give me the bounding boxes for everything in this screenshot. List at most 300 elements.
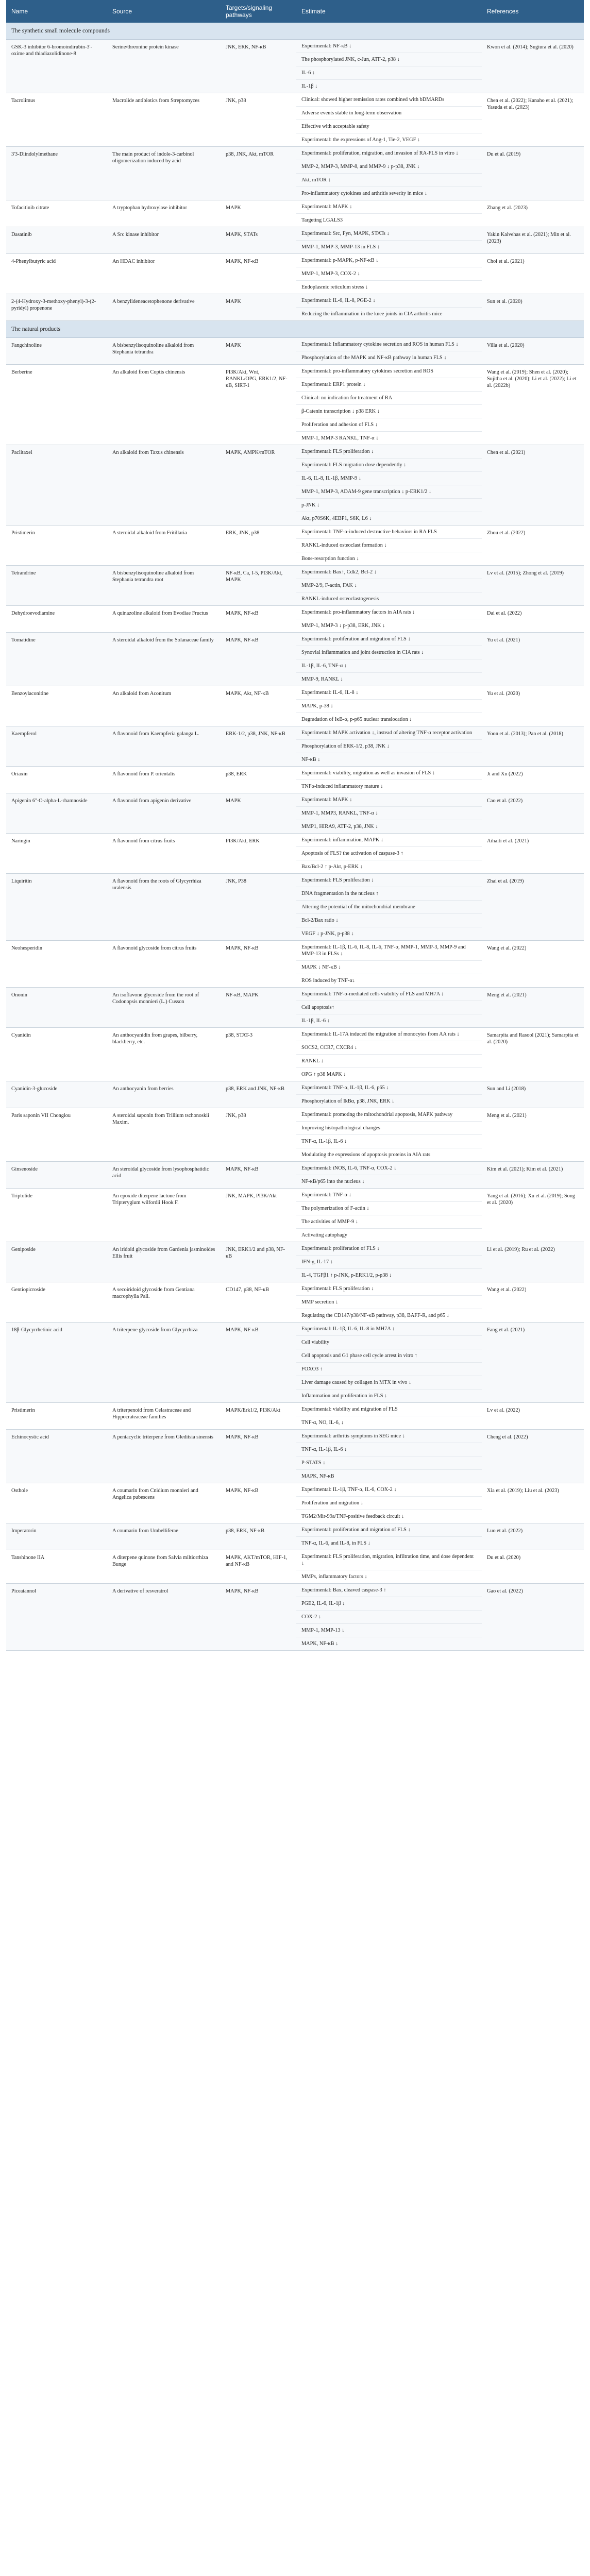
estimate-line: Experimental: Bax, cleaved caspase-3 ↑ xyxy=(296,1584,482,1597)
compound-source: An HDAC inhibitor xyxy=(107,254,221,294)
compound-source: A steroidal alkaloid from the Solanaceae family xyxy=(107,633,221,686)
table-row xyxy=(6,1108,584,1162)
compound-references: Lv et al. (2022) xyxy=(482,1403,584,1430)
compound-source: A flavonoid from the roots of Glycyrrhiza uralensis xyxy=(107,874,221,941)
compound-source: A steroidal saponin from Trillium tschonoskii Maxim. xyxy=(107,1108,221,1162)
table-body xyxy=(6,23,584,1651)
compound-source: Macrolide antibiotics from Streptomyces xyxy=(107,93,221,147)
estimate-line: Inflammation and proliferation in FLS ↓ xyxy=(301,1393,387,1399)
estimate-line: Phosphorylation of ERK-1/2, p38, JNK ↓ xyxy=(296,740,482,753)
estimate-cell xyxy=(296,1108,482,1162)
estimate-line: IL-6 ↓ xyxy=(296,66,482,80)
estimate-line: Experimental: proliferation and migration of FLS ↓ xyxy=(296,633,482,646)
compound-name: GSK-3 inhibitor 6-bromoindirubin-3'-oxime and thiadiazolidinone-8 xyxy=(6,40,107,93)
estimate-line: MMP-1, MMP-3, COX-2 ↓ xyxy=(296,267,482,281)
compound-name: Osthole xyxy=(6,1483,107,1523)
estimate-line: Endoplasmic reticulum stress ↓ xyxy=(301,284,368,290)
compound-targets: MAPK, AKT/mTOR, HIF-1, and NF-κB xyxy=(221,1550,296,1584)
compound-targets: p38, ERK xyxy=(221,767,296,793)
compound-references: Choi et al. (2021) xyxy=(482,254,584,294)
compound-name: Triptolide xyxy=(6,1189,107,1242)
compound-name: Liquiritin xyxy=(6,874,107,941)
estimate-cell xyxy=(296,1189,482,1242)
compound-references: Du et al. (2020) xyxy=(482,1550,584,1584)
table-row xyxy=(6,1282,584,1323)
estimate-line: Akt, mTOR ↓ xyxy=(296,174,482,187)
estimate-line: Cell apoptosis↑ xyxy=(296,1001,482,1014)
compound-targets: JNK, p38 xyxy=(221,93,296,147)
estimate-line: Regulating the CD147/p38/NF-κB pathway, p38, BAFF-R, and p65 ↓ xyxy=(301,1313,449,1318)
estimate-line: MMP-9, RANKL ↓ xyxy=(301,676,343,682)
compound-name: Pristimerin xyxy=(6,526,107,566)
estimate-line: p-JNK ↓ xyxy=(296,499,482,512)
estimate-line: MAPK, NF-κB ↓ xyxy=(301,1641,339,1647)
table-header xyxy=(6,0,584,23)
estimate-line: Reducing the inflammation in the knee joints in CIA arthritis mice xyxy=(301,311,443,317)
compound-targets: NF-κB, MAPK xyxy=(221,988,296,1028)
compound-source: A flavonoid glycoside from citrus fruits xyxy=(107,941,221,988)
compound-targets: JNK, ERK, NF-κB xyxy=(221,40,296,93)
table-row xyxy=(6,793,584,834)
compound-source: The main product of indole-3-carbinol oligomerization induced by acid xyxy=(107,147,221,200)
header-targets: Targets/signaling pathways xyxy=(221,0,296,23)
estimate-cell xyxy=(296,686,482,726)
compound-targets: p38, JNK, Akt, mTOR xyxy=(221,147,296,200)
compound-source: An epoxide diterpene lactone from Tripterygium wilfordii Hook F. xyxy=(107,1189,221,1242)
compound-name: Oriaxin xyxy=(6,767,107,793)
compound-targets: MAPK, NF-κB xyxy=(221,633,296,686)
estimate-cell xyxy=(296,1403,482,1430)
compound-source: An alkaloid from Coptis chinensis xyxy=(107,365,221,445)
compound-source: A triterpene glycoside from Glycyrrhiza xyxy=(107,1323,221,1403)
estimate-line: NF-κB ↓ xyxy=(301,757,321,762)
table-row xyxy=(6,726,584,767)
estimate-line: Apoptosis of FLS? the activation of caspase-3 ↑ xyxy=(296,847,482,860)
compound-source: A bisbenzylisoquinoline alkaloid from Stephania tetrandra xyxy=(107,338,221,365)
compound-source: A flavonoid from Kaempferia galanga L. xyxy=(107,726,221,767)
estimate-line: Experimental: TNF-α ↓ xyxy=(296,1189,482,1202)
compound-source: An steroidal glycoside from lysophosphatidic acid xyxy=(107,1162,221,1189)
table-row xyxy=(6,254,584,294)
estimate-line: IL-1β, IL-6 ↓ xyxy=(301,1018,330,1024)
compound-targets: NF-κB, Ca, I-5, PI3K/Akt, MAPK xyxy=(221,566,296,606)
estimate-line: TNFα-induced inflammatory mature ↓ xyxy=(301,784,383,789)
compound-name: Cyanidin xyxy=(6,1028,107,1081)
compound-references: Du et al. (2019) xyxy=(482,147,584,200)
estimate-cell xyxy=(296,93,482,147)
compound-source: An iridoid glycoside from Gardenia jasminoides Ellis fruit xyxy=(107,1242,221,1282)
estimate-cell xyxy=(296,1584,482,1651)
compound-source: A derivative of resveratrol xyxy=(107,1584,221,1651)
estimate-cell xyxy=(296,1081,482,1108)
compound-references: Wang et al. (2022) xyxy=(482,941,584,988)
estimate-line: Experimental: arthritis symptoms in SEG mice ↓ xyxy=(296,1430,482,1443)
compound-targets: ERK, JNK, p38 xyxy=(221,526,296,566)
table-row xyxy=(6,147,584,200)
compound-references: Aihaiti et al. (2021) xyxy=(482,834,584,874)
estimate-line: Experimental: FLS migration dose dependently ↓ xyxy=(296,459,482,472)
table-row xyxy=(6,1028,584,1081)
estimate-line: NF-κB/p65 into the nucleus ↓ xyxy=(301,1179,365,1184)
estimate-line: IL-6, IL-8, IL-1β, MMP-9 ↓ xyxy=(296,472,482,485)
estimate-line: IL-4, TGFβ1 ↑ p-JNK, p-ERK1/2, p-p38 ↓ xyxy=(301,1273,392,1278)
estimate-line: MMP-1, MMP-3 ↓ p-p38, ERK, JNK ↓ xyxy=(301,623,385,629)
estimate-line: Experimental: the expressions of Ang-1, Tie-2, VEGF ↓ xyxy=(301,137,420,143)
compound-name: Cyanidin-3-glucoside xyxy=(6,1081,107,1108)
estimate-line: Clinical: no indication for treatment of RA xyxy=(296,392,482,405)
estimate-line: Proliferation and migration ↓ xyxy=(296,1497,482,1510)
compound-targets: PI3K/Akt, Wnt, RANKL/OPG, ERK1/2, NF-κB, SIRT-1 xyxy=(221,365,296,445)
estimate-line: MMP-1, MMP-3, MMP-13 in FLS ↓ xyxy=(301,244,380,250)
estimate-line: Experimental: MAPK ↓ xyxy=(296,200,482,214)
estimate-cell xyxy=(296,1162,482,1189)
compound-name: Gentiopicroside xyxy=(6,1282,107,1323)
compound-targets: MAPK, Akt, NF-κB xyxy=(221,686,296,726)
compound-targets: MAPK/Erk1/2, PI3K/Akt xyxy=(221,1403,296,1430)
estimate-cell xyxy=(296,767,482,793)
estimate-line: Experimental: FLS proliferation ↓ xyxy=(296,445,482,459)
compound-name: Berberine xyxy=(6,365,107,445)
compound-name: Tetrandrine xyxy=(6,566,107,606)
compound-references: Sun et al. (2020) xyxy=(482,294,584,321)
estimate-line: Synovial inflammation and joint destruction in CIA rats ↓ xyxy=(296,646,482,659)
compound-name: 4-Phenylbutyric acid xyxy=(6,254,107,294)
compound-references: Samarpita and Rasool (2021); Samarpita et al. (2020) xyxy=(482,1028,584,1081)
estimate-line: Experimental: Src, Fyn, MAPK, STATs ↓ xyxy=(296,227,482,241)
table-row xyxy=(6,1242,584,1282)
compound-targets: PI3K/Akt, ERK xyxy=(221,834,296,874)
compound-targets: MAPK, AMPK/mTOR xyxy=(221,445,296,526)
compound-name: Neohesperidin xyxy=(6,941,107,988)
compound-targets: JNK, MAPK, PI3K/Akt xyxy=(221,1189,296,1242)
table-row xyxy=(6,633,584,686)
estimate-cell xyxy=(296,254,482,294)
data-table xyxy=(6,0,584,1651)
estimate-line: Pro-inflammatory cytokines and arthritis severity in mice ↓ xyxy=(301,191,427,196)
estimate-line: Experimental: IL-1β, TNF-α, IL-6, COX-2 ↓ xyxy=(296,1483,482,1497)
compound-source: An anthocyanidin from grapes, bilberry, blackberry, etc. xyxy=(107,1028,221,1081)
estimate-line: TGM2/Mir-99a/TNF-positive feedback circuit ↓ xyxy=(301,1514,404,1519)
compound-name: Piceatannol xyxy=(6,1584,107,1651)
estimate-cell xyxy=(296,1483,482,1523)
compound-name: Imperatorin xyxy=(6,1523,107,1550)
compound-references: Wang et al. (2019); Shen et al. (2020); Sujitha et al. (2020); Li et al. (2022); Li et al. (2022b) xyxy=(482,365,584,445)
estimate-cell xyxy=(296,294,482,321)
estimate-line: MAPK, NF-κB xyxy=(301,1473,334,1479)
header-references: References xyxy=(482,0,584,23)
estimate-line: Experimental: IL-1β, IL-6, IL-8 in MH7A ↓ xyxy=(296,1323,482,1336)
estimate-line: Bone-resorption function ↓ xyxy=(301,556,359,562)
compound-targets: MAPK, NF-κB xyxy=(221,1323,296,1403)
estimate-line: Experimental: IL-17A induced the migration of monocytes from AA rats ↓ xyxy=(296,1028,482,1041)
estimate-line: Experimental: MAPK ↓ xyxy=(296,793,482,807)
table-row xyxy=(6,1523,584,1550)
compound-references: Cheng et al. (2022) xyxy=(482,1430,584,1483)
estimate-line: IL-1β, IL-6, TNF-α ↓ xyxy=(296,659,482,673)
compound-source: A flavonoid from P. orientalis xyxy=(107,767,221,793)
compound-targets: p38, ERK, NF-κB xyxy=(221,1523,296,1550)
compound-source: A coumarin from Cnidium monnieri and Angelica pubescens xyxy=(107,1483,221,1523)
compound-name: Fangchinoline xyxy=(6,338,107,365)
estimate-line: Experimental: pro-inflammatory cytokines secretion and ROS xyxy=(296,365,482,378)
estimate-line: MAPK ↓ NF-κB ↓ xyxy=(296,961,482,974)
estimate-line: Experimental: FLS proliferation ↓ xyxy=(296,874,482,887)
estimate-cell xyxy=(296,1242,482,1282)
compound-references: Yu et al. (2021) xyxy=(482,633,584,686)
header-name: Name xyxy=(6,0,107,23)
estimate-line: Effective with acceptable safety xyxy=(296,120,482,133)
estimate-line: TNF-α, IL-1β, IL-6 ↓ xyxy=(296,1443,482,1456)
table-row xyxy=(6,834,584,874)
estimate-line: DNA fragmentation in the nucleus ↑ xyxy=(296,887,482,901)
compound-targets: p38, ERK and JNK, NF-κB xyxy=(221,1081,296,1108)
compound-references: Meng et al. (2021) xyxy=(482,1108,584,1162)
compound-targets: p38, STAT-3 xyxy=(221,1028,296,1081)
table-row xyxy=(6,686,584,726)
estimate-cell xyxy=(296,606,482,633)
estimate-line: Clinical: showed higher remission rates combined with bDMARDs xyxy=(296,93,482,107)
compound-references: Yakin Kalvehas et al. (2021); Min et al. (2023) xyxy=(482,227,584,254)
table-row xyxy=(6,988,584,1028)
compound-references: Zhou et al. (2022) xyxy=(482,526,584,566)
estimate-cell xyxy=(296,726,482,767)
compound-references: Yu et al. (2020) xyxy=(482,686,584,726)
estimate-cell xyxy=(296,633,482,686)
estimate-line: MMP-1, MMP-3, ADAM-9 gene transcription ↓ p-ERK1/2 ↓ xyxy=(296,485,482,499)
header-estimate: Estimate xyxy=(296,0,482,23)
table-row xyxy=(6,767,584,793)
estimate-line: Experimental: IL-6, IL-8, PGE-2 ↓ xyxy=(296,294,482,308)
compound-targets: MAPK, NF-κB xyxy=(221,1162,296,1189)
estimate-line: RANKL-induced osteoclast formation ↓ xyxy=(296,539,482,552)
compound-source: An alkaloid from Aconitum xyxy=(107,686,221,726)
estimate-line: Phosphorylation of IkBα, p38, JNK, ERK ↓ xyxy=(301,1098,395,1104)
compound-source: A quinazoline alkaloid from Evodiae Fructus xyxy=(107,606,221,633)
estimate-line: Experimental: MAPK activation ↓, instead of altering TNF-α receptor activation xyxy=(296,726,482,740)
estimate-line: Experimental: ERP1 protein ↓ xyxy=(296,378,482,392)
compound-name: Ononin xyxy=(6,988,107,1028)
estimate-cell xyxy=(296,365,482,445)
table-row xyxy=(6,1323,584,1403)
estimate-line: Experimental: viability and migration of FLS xyxy=(296,1403,482,1416)
compound-name: Ginsenoside xyxy=(6,1162,107,1189)
compound-references: Zhang et al. (2023) xyxy=(482,200,584,227)
estimate-line: PGE2, IL-6, IL-1β ↓ xyxy=(296,1597,482,1611)
table-row xyxy=(6,1584,584,1651)
compound-targets: JNK, p38 xyxy=(221,1108,296,1162)
compound-references: Zhai et al. (2019) xyxy=(482,874,584,941)
table-row xyxy=(6,227,584,254)
section-title: The natural products xyxy=(6,321,584,338)
estimate-line: Cell viability xyxy=(296,1336,482,1349)
compound-name: Tacrolimus xyxy=(6,93,107,147)
compound-references: Villa et al. (2020) xyxy=(482,338,584,365)
compound-targets: MAPK xyxy=(221,200,296,227)
compound-references: Wang et al. (2022) xyxy=(482,1282,584,1323)
compound-references: Luo et al. (2022) xyxy=(482,1523,584,1550)
compound-source: An isoflavone glycoside from the root of Codonopsis monnieri (L.) Cusson xyxy=(107,988,221,1028)
compound-name: Geniposide xyxy=(6,1242,107,1282)
estimate-cell xyxy=(296,1028,482,1081)
compound-source: An anthocyanin from berries xyxy=(107,1081,221,1108)
compound-name: Tofacitinib citrate xyxy=(6,200,107,227)
estimate-line: Experimental: TNF-α-mediated cells viability of FLS and MH7A ↓ xyxy=(296,988,482,1001)
estimate-line: Experimental: pro-inflammatory factors in AIA rats ↓ xyxy=(296,606,482,619)
table-row xyxy=(6,1081,584,1108)
compound-source: A flavonoid from citrus fruits xyxy=(107,834,221,874)
table-row xyxy=(6,40,584,93)
estimate-line: Proliferation and adhesion of FLS ↓ xyxy=(296,418,482,432)
compound-targets: MAPK, NF-κB xyxy=(221,1483,296,1523)
estimate-line: RANKL-induced osteoclastogenesis xyxy=(301,596,379,602)
estimate-line: MMPs, inflammatory factors ↓ xyxy=(301,1574,367,1580)
estimate-cell xyxy=(296,874,482,941)
estimate-line: IL-1β ↓ xyxy=(301,83,318,89)
compound-name: Dasatinib xyxy=(6,227,107,254)
estimate-line: Experimental: promoting the mitochondrial apoptosis, MAPK pathway xyxy=(296,1108,482,1122)
estimate-line: P-STATS ↓ xyxy=(296,1456,482,1470)
compound-references: Cao et al. (2022) xyxy=(482,793,584,834)
compound-targets: JNK, ERK1/2 and p38, NF-κB xyxy=(221,1242,296,1282)
compound-targets: JNK, P38 xyxy=(221,874,296,941)
estimate-line: OPG ↑ p38 MAPK ↓ xyxy=(301,1072,346,1077)
table-row xyxy=(6,1550,584,1584)
estimate-line: MMP-1, MMP-3 RANKL, TNF-α ↓ xyxy=(301,435,379,441)
compound-name: Tanshinone IIA xyxy=(6,1550,107,1584)
compound-references: Kim et al. (2021); Kim et al. (2021) xyxy=(482,1162,584,1189)
compound-source: A flavonoid from apigenin derivative xyxy=(107,793,221,834)
estimate-line: Experimental: TNF-α-induced destructive behaviors in RA FLS xyxy=(296,526,482,539)
section-row xyxy=(6,23,584,40)
estimate-line: Experimental: viability, migration as well as invasion of FLS ↓ xyxy=(296,767,482,780)
estimate-cell xyxy=(296,445,482,526)
estimate-cell xyxy=(296,1550,482,1584)
compound-source: A bisbenzylisoquinoline alkaloid from Stephania tetrandra root xyxy=(107,566,221,606)
estimate-cell xyxy=(296,566,482,606)
estimate-cell xyxy=(296,526,482,566)
compound-references: Yang et al. (2016); Xu et al. (2019); Song et al. (2020) xyxy=(482,1189,584,1242)
compound-references: Ji and Xu (2022) xyxy=(482,767,584,793)
estimate-line: Experimental: FLS proliferation ↓ xyxy=(296,1282,482,1296)
compound-source: An alkaloid from Taxus chinensis xyxy=(107,445,221,526)
compound-targets: MAPK, NF-κB xyxy=(221,254,296,294)
estimate-line: Experimental: IL-6, IL-8 ↓ xyxy=(296,686,482,700)
compound-targets: ERK-1/2, p38, JNK, NF-κB xyxy=(221,726,296,767)
estimate-line: ROS induced by TNF-α↓ xyxy=(301,978,355,984)
estimate-line: The polymerization of F-actin ↓ xyxy=(296,1202,482,1215)
estimate-line: Phosphorylation of the MAPK and NF-κB pathway in human FLS ↓ xyxy=(301,355,447,361)
estimate-cell xyxy=(296,941,482,988)
compound-source: A coumarin from Umbelliferae xyxy=(107,1523,221,1550)
table-row xyxy=(6,526,584,566)
compound-targets: MAPK, NF-κB xyxy=(221,606,296,633)
table-row xyxy=(6,1430,584,1483)
estimate-line: The phosphorylated JNK, c-Jun, ATF-2, p38 ↓ xyxy=(296,53,482,66)
estimate-line: Experimental: iNOS, IL-6, TNF-α, COX-2 ↓ xyxy=(296,1162,482,1175)
section-row xyxy=(6,321,584,338)
compound-name: 2-(4-Hydroxy-3-methoxy-phenyl)-3-(2-pyridyl) propenone xyxy=(6,294,107,321)
estimate-line: Experimental: Inflammatory cytokine secretion and ROS in human FLS ↓ xyxy=(296,338,482,351)
compound-references: Lv et al. (2015); Zhong et al. (2019) xyxy=(482,566,584,606)
estimate-line: Experimental: proliferation of FLS ↓ xyxy=(296,1242,482,1256)
estimate-line: TNF-α, IL-6, and IL-8, in FLS ↓ xyxy=(301,1540,370,1546)
estimate-line: TNF-α, IL-1β, IL-6 ↓ xyxy=(296,1135,482,1148)
estimate-line: Experimental: IL-1β, IL-6, IL-8, IL-6, TNF-α, MMP-1, MMP-3, MMP-9 and MMP-13 in FLSs ↓ xyxy=(296,941,482,961)
compound-source: A benzylideneacetophenone derivative xyxy=(107,294,221,321)
estimate-cell xyxy=(296,1323,482,1403)
estimate-line: Experimental: TNF-α, IL-1β, IL-6, p65 ↓ xyxy=(296,1081,482,1095)
table-row xyxy=(6,294,584,321)
compound-source: Serine/threonine protein kinase xyxy=(107,40,221,93)
estimate-line: Degradation of IκB-α, p-p65 nuclear translocation ↓ xyxy=(301,717,412,722)
table-row xyxy=(6,200,584,227)
compound-references: Meng et al. (2021) xyxy=(482,988,584,1028)
estimate-line: TNF-α, NO, IL-6, ↓ xyxy=(301,1420,344,1426)
compound-name: 3'3-Diindolylmethane xyxy=(6,147,107,200)
compound-references: Yoon et al. (2013); Pan et al. (2018) xyxy=(482,726,584,767)
estimate-line: Experimental: FLS proliferation, migration, infiltration time, and dose dependent ↓ xyxy=(296,1550,482,1570)
compound-references: Xia et al. (2019); Liu et al. (2023) xyxy=(482,1483,584,1523)
table-row xyxy=(6,1403,584,1430)
table-row xyxy=(6,566,584,606)
compound-targets: MAPK xyxy=(221,294,296,321)
estimate-line: MMP-1, MMP3, RANKL, TNF-α ↓ xyxy=(296,807,482,820)
compound-targets: MAPK, NF-κB xyxy=(221,1584,296,1651)
estimate-line: β-Catenin transcription ↓ p38 ERK ↓ xyxy=(296,405,482,418)
estimate-cell xyxy=(296,338,482,365)
compound-name: Paclitaxel xyxy=(6,445,107,526)
compound-references: Dai et al. (2022) xyxy=(482,606,584,633)
estimate-line: Adverse events stable in long-term observation xyxy=(296,107,482,120)
compound-targets: MAPK xyxy=(221,338,296,365)
compound-references: Kwon et al. (2014); Sugiura et al. (2020) xyxy=(482,40,584,93)
compound-name: Paris saponin VII Chonglou xyxy=(6,1108,107,1162)
compound-targets: MAPK, NF-κB xyxy=(221,941,296,988)
compound-name: Apigenin 6''-O-alpha-L-rhamnoside xyxy=(6,793,107,834)
estimate-line: Improving histopathological changes xyxy=(296,1122,482,1135)
estimate-line: MAPK, p-38 ↓ xyxy=(296,700,482,713)
compound-name: 18β-Glycyrrhetinic acid xyxy=(6,1323,107,1403)
estimate-cell xyxy=(296,793,482,834)
compound-name: Pristimerin xyxy=(6,1403,107,1430)
section-title: The synthetic small molecule compounds xyxy=(6,23,584,40)
compound-source: A pentacyclic triterpene from Gleditsia sinensis xyxy=(107,1430,221,1483)
estimate-line: Akt, p70S6K, 4EBP1, S6K, L6 ↓ xyxy=(301,516,372,521)
table-row xyxy=(6,445,584,526)
compound-name: Echinocystic acid xyxy=(6,1430,107,1483)
estimate-line: Activating autophagy xyxy=(301,1232,347,1238)
estimate-line: Experimental: proliferation, migration, and invasion of RA-FLS in vitro ↓ xyxy=(296,147,482,160)
estimate-line: Liver damage caused by collagen in MTX in vivo ↓ xyxy=(296,1376,482,1389)
compound-targets: MAPK, NF-κB xyxy=(221,1430,296,1483)
compound-references: Chen et al. (2021) xyxy=(482,445,584,526)
compound-source: A triterpenoid from Celastraceae and Hippocrateaceae families xyxy=(107,1403,221,1430)
compound-references: Fang et al. (2021) xyxy=(482,1323,584,1403)
table-row xyxy=(6,1162,584,1189)
estimate-cell xyxy=(296,200,482,227)
estimate-cell xyxy=(296,988,482,1028)
estimate-line: The activities of MMP-9 ↓ xyxy=(296,1215,482,1229)
estimate-line: COX-2 ↓ xyxy=(296,1611,482,1624)
table-row xyxy=(6,338,584,365)
table-row xyxy=(6,874,584,941)
table-row xyxy=(6,1189,584,1242)
estimate-line: Cell apoptosis and G1 phase cell cycle arrest in vitro ↑ xyxy=(296,1349,482,1363)
estimate-line: Experimental: NF-κB ↓ xyxy=(296,40,482,53)
table-row xyxy=(6,93,584,147)
table-row xyxy=(6,365,584,445)
estimate-line: MMP secretion ↓ xyxy=(296,1296,482,1309)
